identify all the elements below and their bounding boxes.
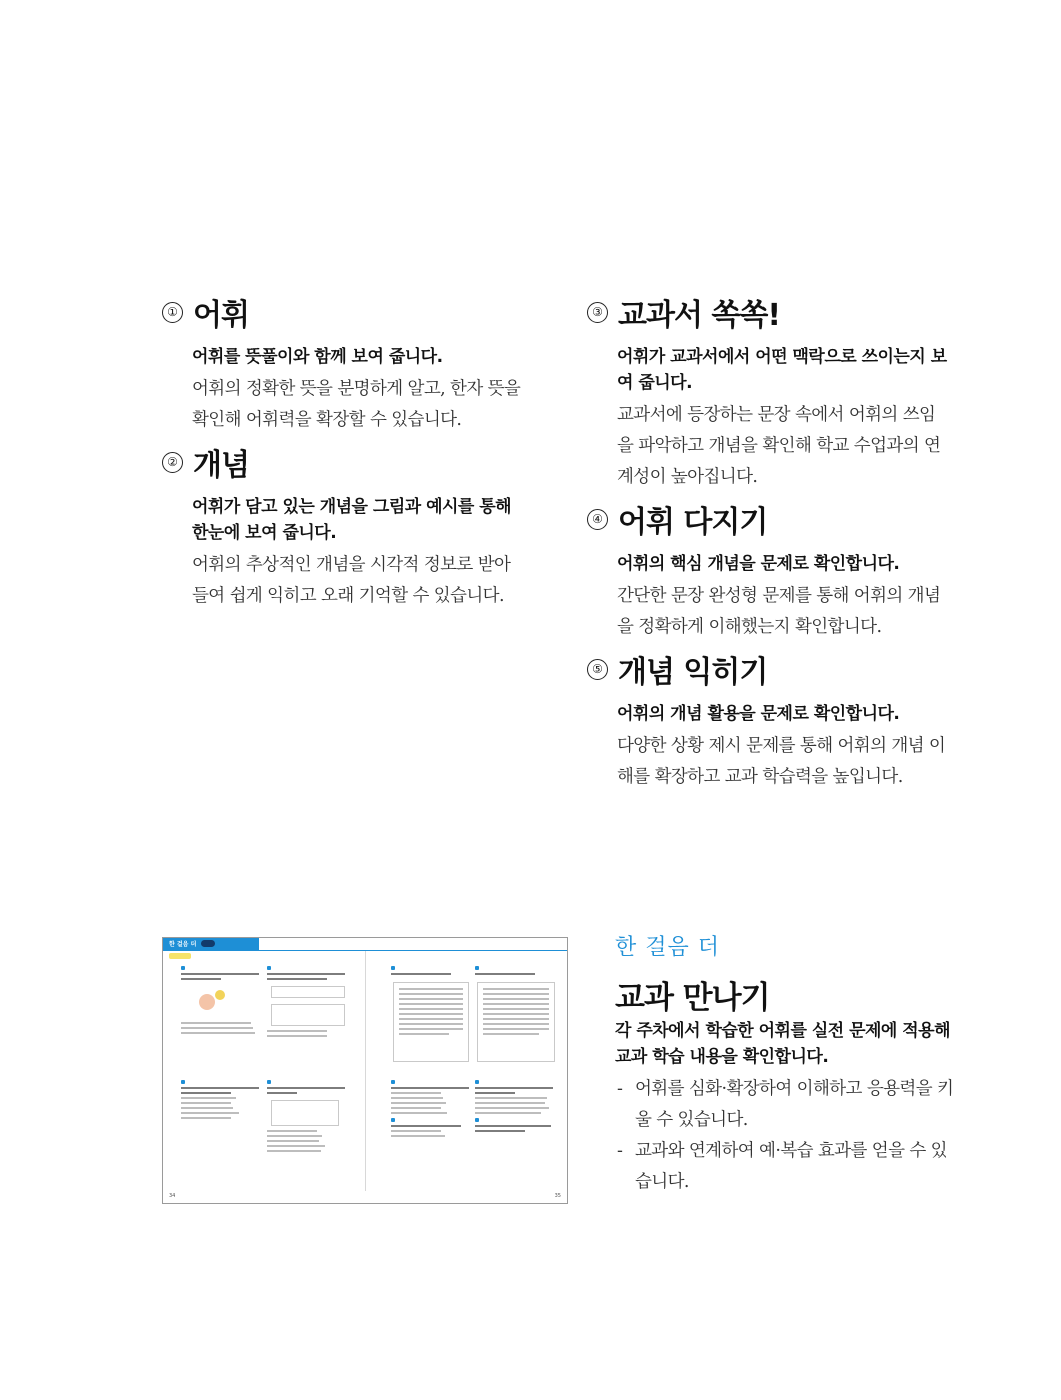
section-body: 다양한 상황 제시 문제를 통해 어휘의 개념 이해를 확장하고 교과 학습력을 높입니다.: [617, 736, 946, 787]
list-item-text: 교과와 연계하여 예·복습 효과를 얻을 수 있습니다.: [635, 1141, 947, 1192]
section-head: [587, 290, 947, 334]
preview-question-block: [475, 1080, 555, 1135]
section-concept: [162, 440, 522, 612]
section-practice: [587, 497, 947, 643]
section-title: 개념: [193, 448, 249, 483]
section-head: [587, 647, 947, 691]
section-number: ①: [162, 302, 183, 323]
preview-question-block: [181, 1080, 261, 1122]
section-number: ⑤: [587, 659, 608, 680]
preview-page-number-left: 34: [169, 1193, 176, 1199]
section-number: ④: [587, 509, 608, 530]
section-concept-practice: [587, 647, 947, 793]
preview-question-block: [475, 966, 555, 978]
section-vocabulary: [162, 290, 522, 436]
preview-question-block: [181, 966, 261, 983]
section-subtitle: 어휘의 개념 활용을 문제로 확인합니다.: [617, 704, 900, 724]
preview-question-block: [267, 1080, 347, 1097]
one-step-further-subtitle: 각 주차에서 학습한 어휘를 실전 문제에 적용해 교과 학습 내용을 확인합니다.: [615, 1021, 951, 1067]
preview-question-block: [267, 966, 347, 983]
one-step-further-label: 한 걸음 더: [615, 935, 720, 960]
preview-page-number-right: 35: [554, 1193, 561, 1199]
section-number: ②: [162, 452, 183, 473]
section-body: 간단한 문장 완성형 문제를 통해 어휘의 개념을 정확하게 이해했는지 확인합니다.: [617, 586, 941, 637]
section-body: 어휘의 정확한 뜻을 분명하게 알고, 한자 뜻을 확인해 어휘력을 확장할 수 있습니다.: [192, 379, 521, 430]
preview-question-block: [391, 1080, 471, 1140]
section-subtitle: 어휘가 교과서에서 어떤 맥락으로 쓰이는지 보여 줍니다.: [617, 347, 947, 393]
section-title: 교과서 쏙쏙!: [618, 298, 781, 333]
section-title: 어휘: [193, 298, 249, 333]
section-subtitle: 어휘를 뜻풀이와 함께 보여 줍니다.: [192, 347, 443, 367]
section-subtitle: 어휘의 핵심 개념을 문제로 확인합니다.: [617, 554, 900, 574]
section-head: [587, 497, 947, 541]
section-head: [162, 290, 522, 334]
one-step-further-title: 교과 만나기: [615, 980, 770, 1016]
section-subtitle: 어휘가 담고 있는 개념을 그림과 예시를 통해 한눈에 보여 줍니다.: [192, 497, 512, 543]
section-number: ③: [587, 302, 608, 323]
section-body: 어휘의 추상적인 개념을 시각적 정보로 받아들여 쉽게 익히고 오래 기억할 수 있습니다.: [192, 555, 511, 606]
one-step-further-list: [615, 1074, 960, 1198]
list-item-text: 어휘를 심화·확장하여 이해하고 응용력을 키울 수 있습니다.: [635, 1079, 954, 1130]
section-title: 어휘 다지기: [618, 505, 768, 540]
list-item: - 교과와 연계하여 예·복습 효과를 얻을 수 있습니다.: [617, 1141, 947, 1192]
section-textbook: [587, 290, 947, 493]
preview-illustration: [199, 994, 215, 1010]
preview-header-text: 한 걸음 더: [169, 941, 197, 948]
workbook-preview-image: [162, 937, 568, 1204]
list-item: - 어휘를 심화·확장하여 이해하고 응용력을 키울 수 있습니다.: [617, 1079, 954, 1130]
section-head: [162, 440, 522, 484]
preview-question-block: [391, 966, 471, 978]
section-body: 교과서에 등장하는 문장 속에서 어휘의 쓰임을 파악하고 개념을 확인해 학교 수업과의 연계성이 높아집니다.: [617, 405, 941, 487]
section-title: 개념 익히기: [618, 655, 768, 690]
